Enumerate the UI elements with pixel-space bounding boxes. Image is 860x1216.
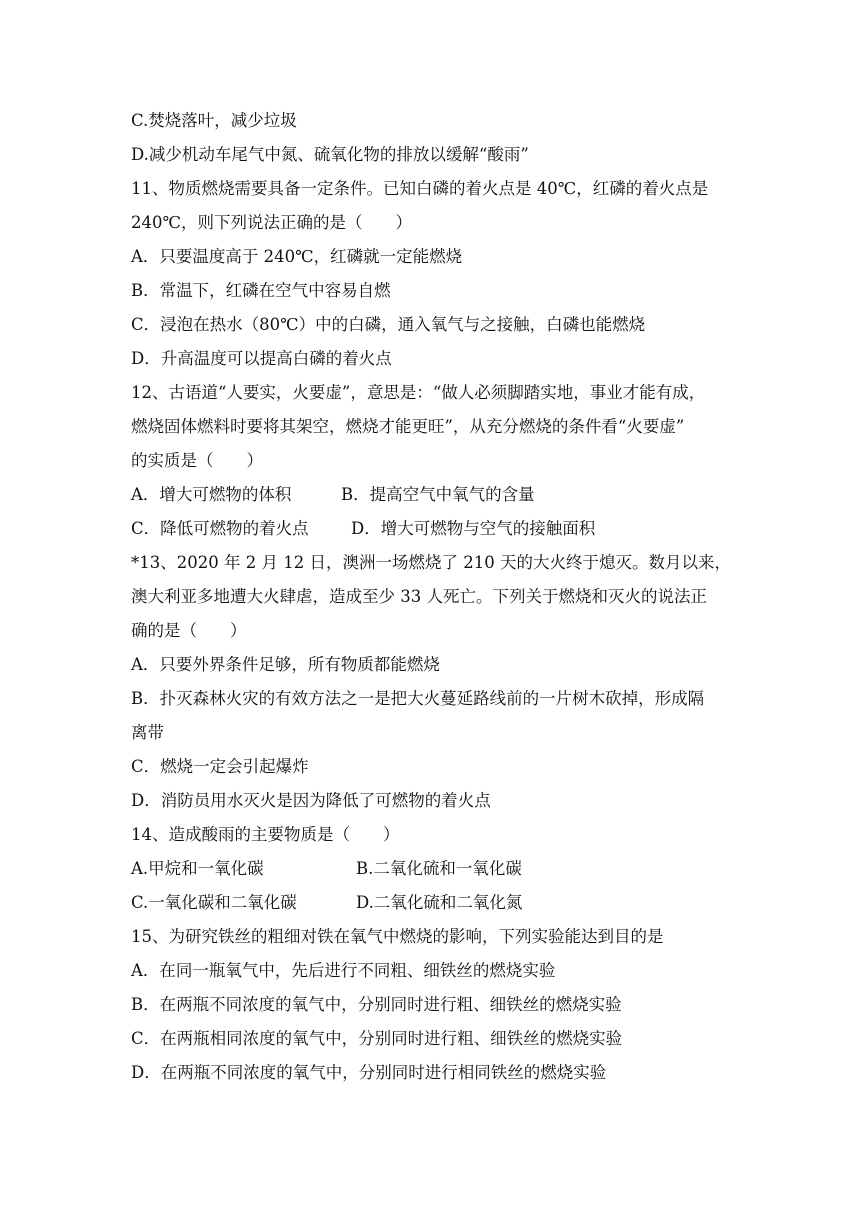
q14-option-b: B.二氧化硫和一氧化碳	[356, 859, 522, 878]
q12-option-b: B．提高空气中氧气的含量	[341, 485, 535, 504]
q14-stem: 14、造成酸雨的主要物质是（ ）	[131, 825, 400, 844]
q11-option-d: D．升高温度可以提高白磷的着火点	[131, 349, 392, 368]
q13-option-c: C．燃烧一定会引起爆炸	[131, 757, 309, 776]
q13-stem-line3: 确的是（ ）	[131, 621, 247, 640]
q12-stem-line2: 燃烧固体燃料时要将其架空，燃烧才能更旺”，从充分燃烧的条件看“火要虚”	[131, 417, 685, 436]
q13-option-a: A．只要外界条件足够，所有物质都能燃烧	[131, 655, 440, 674]
q15-option-b: B．在两瓶不同浓度的氧气中，分别同时进行粗、细铁丝的燃烧实验	[131, 995, 622, 1014]
q12-stem-line1: 12、古语道“人要实，火要虚”，意思是：“做人必须脚踏实地，事业才能有成，	[131, 383, 706, 402]
q10-option-c: C.焚烧落叶，减少垃圾	[131, 111, 297, 130]
q11-option-c: C．浸泡在热水（80℃）中的白磷，通入氧气与之接触，白磷也能燃烧	[131, 315, 646, 334]
q11-option-b: B．常温下，红磷在空气中容易自燃	[131, 281, 391, 300]
q15-option-d: D．在两瓶不同浓度的氧气中，分别同时进行相同铁丝的燃烧实验	[131, 1063, 607, 1082]
q13-option-d: D．消防员用水灭火是因为降低了可燃物的着火点	[131, 791, 491, 810]
q11-option-a: A．只要温度高于 240℃，红磷就一定能燃烧	[131, 247, 463, 266]
q10-option-d: D.减少机动车尾气中氮、硫氧化物的排放以缓解“酸雨”	[131, 145, 529, 164]
q12-option-d: D．增大可燃物与空气的接触面积	[351, 519, 596, 538]
q13-stem-line2: 澳大利亚多地遭大火肆虐，造成至少 33 人死亡。下列关于燃烧和灭火的说法正	[131, 587, 707, 606]
q14-option-d: D.二氧化硫和二氧化氮	[356, 893, 523, 912]
q11-stem-line1: 11、物质燃烧需要具备一定条件。已知白磷的着火点是 40℃，红磷的着火点是	[131, 179, 709, 198]
q15-stem: 15、为研究铁丝的粗细对铁在氧气中燃烧的影响，下列实验能达到目的是	[131, 927, 664, 946]
q13-option-b-line1: B．扑灭森林火灾的有效方法之一是把大火蔓延路线前的一片树木砍掉，形成隔	[131, 689, 705, 708]
q12-option-c: C．降低可燃物的着火点	[131, 519, 309, 538]
q13-stem-line1: *13、2020 年 2 月 12 日，澳洲一场燃烧了 210 天的大火终于熄灭。数月以来，	[131, 553, 731, 572]
q13-option-b-line2: 离带	[131, 723, 164, 742]
q15-option-c: C．在两瓶相同浓度的氧气中，分别同时进行粗、细铁丝的燃烧实验	[131, 1029, 623, 1048]
q14-option-a: A.甲烷和一氧化碳	[131, 859, 264, 878]
q14-option-c: C.一氧化碳和二氧化碳	[131, 893, 297, 912]
q12-option-a: A．增大可燃物的体积	[131, 485, 292, 504]
q15-option-a: A．在同一瓶氧气中，先后进行不同粗、细铁丝的燃烧实验	[131, 961, 556, 980]
q12-stem-line3: 的实质是（ ）	[131, 451, 263, 470]
q11-stem-line2: 240℃，则下列说法正确的是（ ）	[131, 213, 412, 232]
